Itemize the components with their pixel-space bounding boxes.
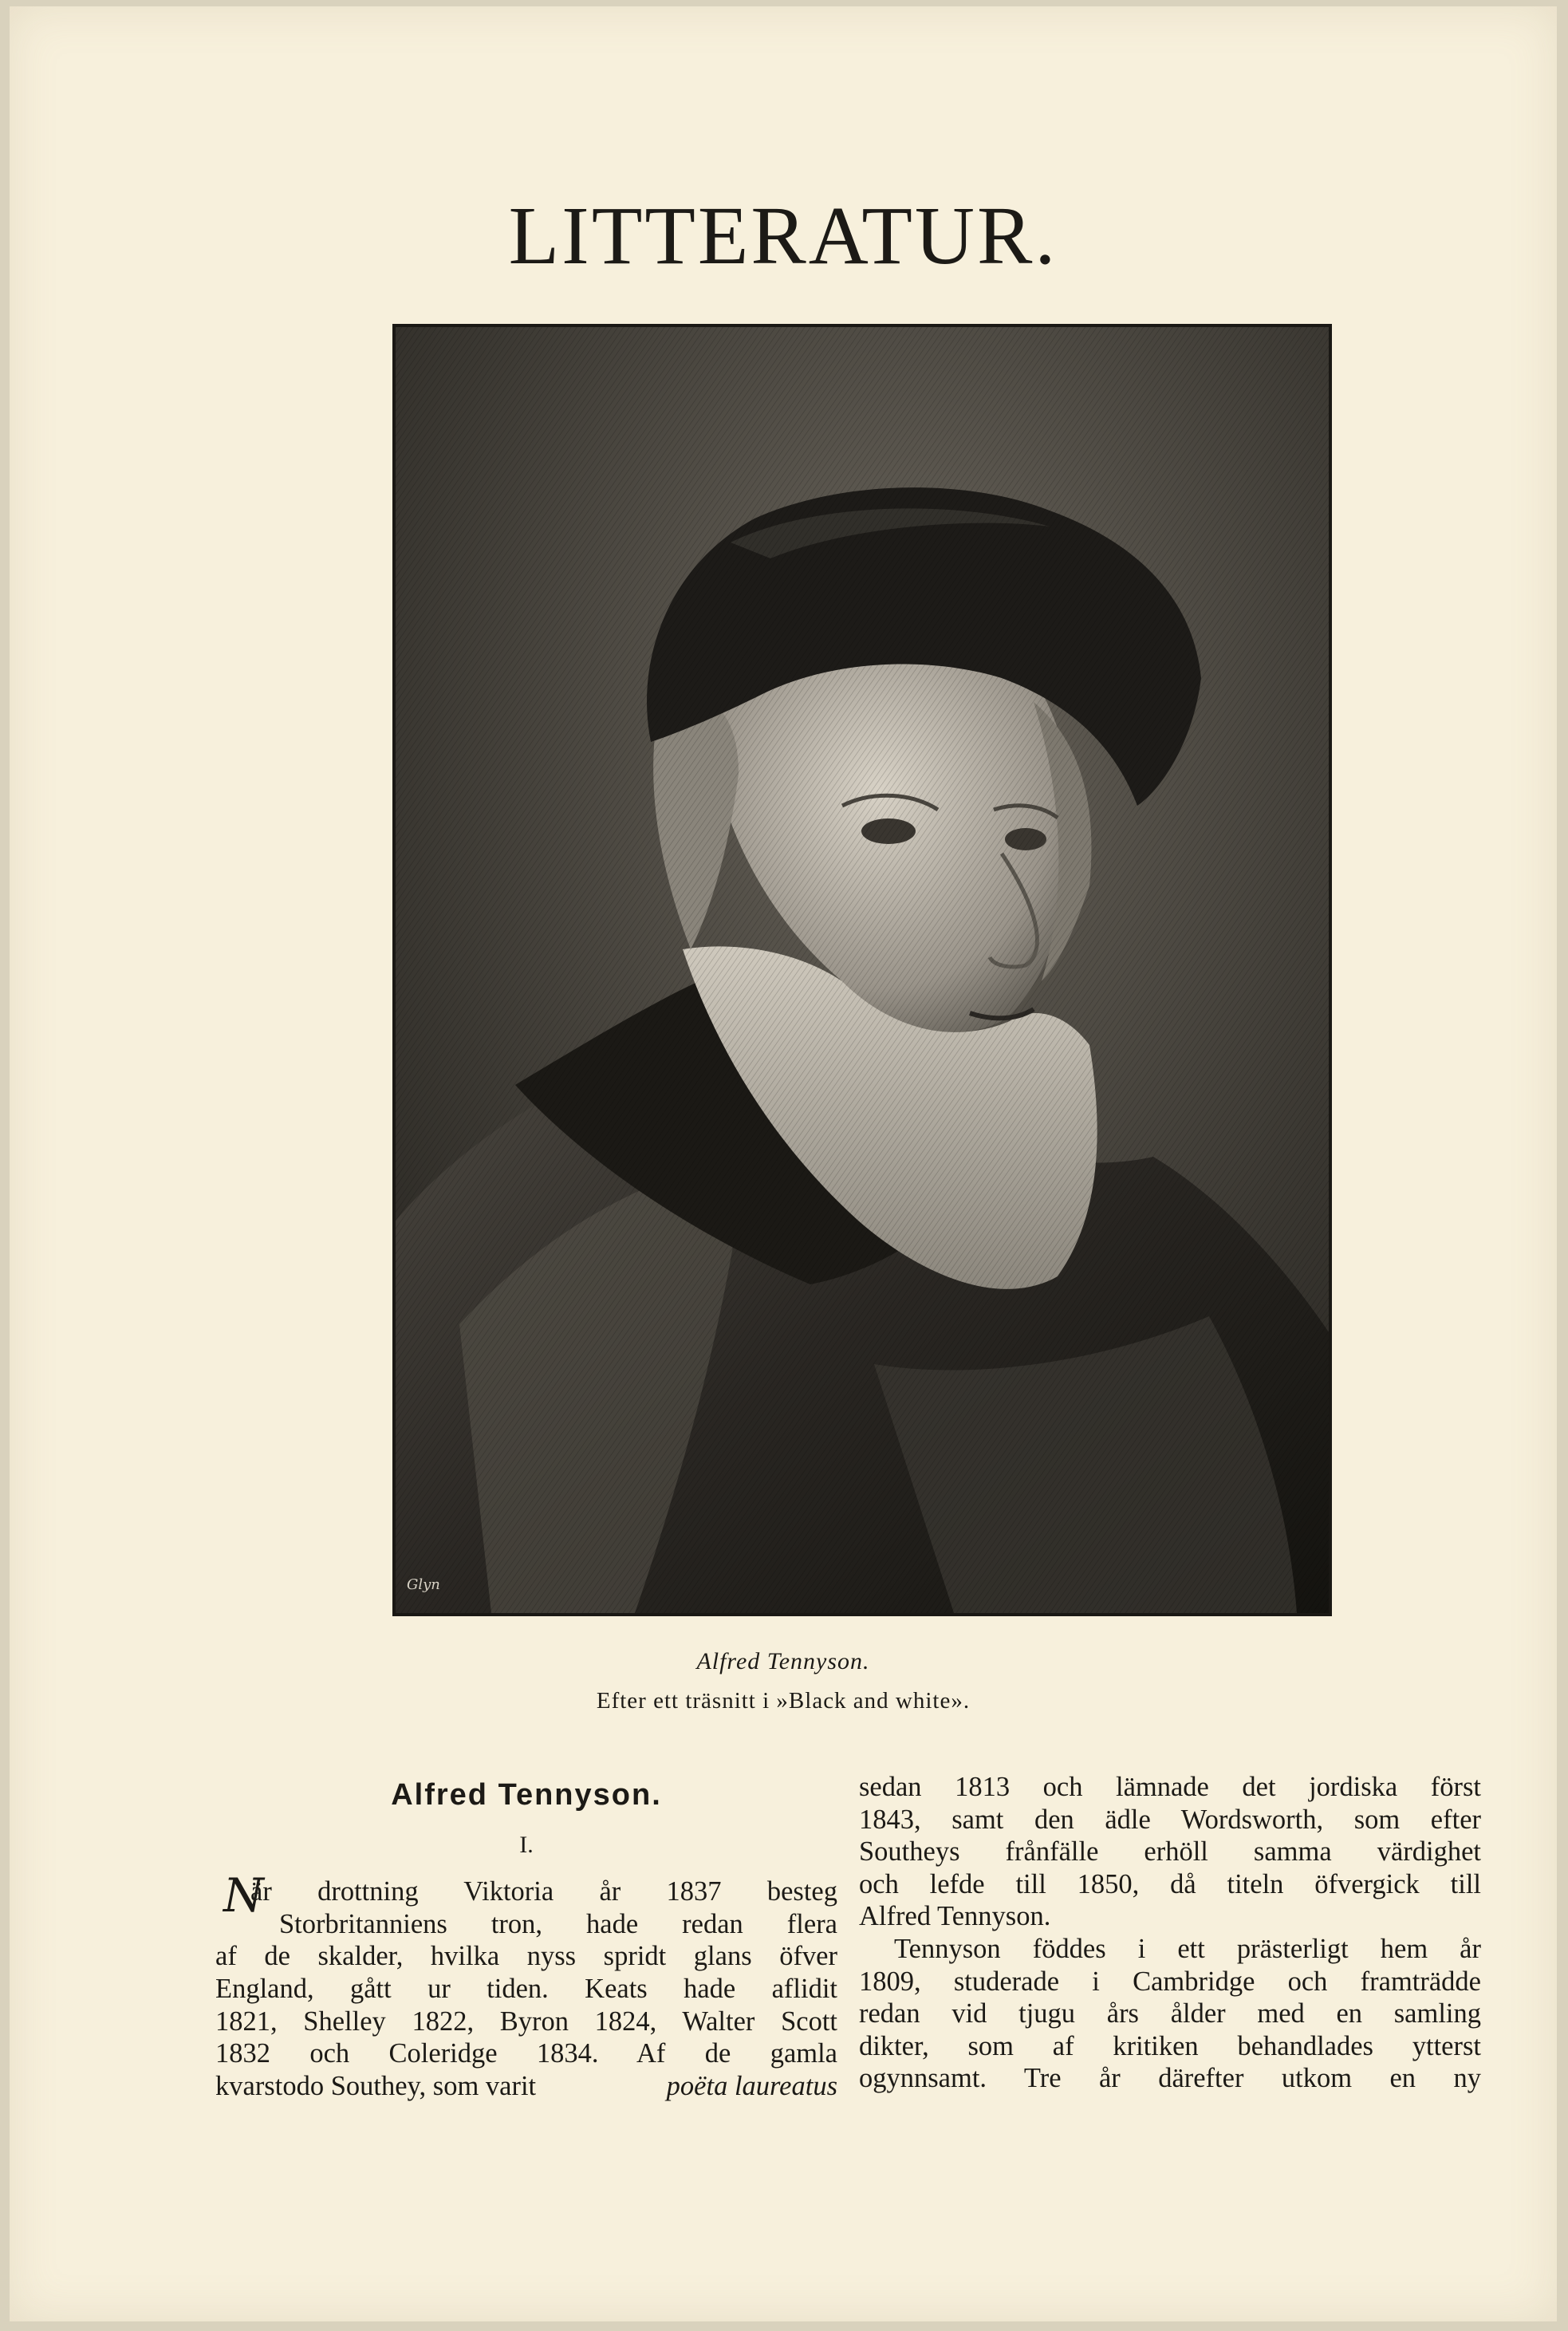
paragraph-1 xyxy=(215,1868,837,2102)
article-column-left xyxy=(215,1771,837,2102)
text-line: Alfred Tennyson. xyxy=(859,1901,1051,1932)
section-number: I. xyxy=(519,1831,534,1858)
figure-caption-name: Alfred Tennyson. xyxy=(696,1648,870,1674)
page-sheet xyxy=(10,6,1557,2321)
text-line: och lefde till 1850, då titeln öfvergick till xyxy=(859,1868,1481,1899)
drop-cap: N xyxy=(223,1868,264,1923)
emphasis-latin-title: poëta laureatus xyxy=(666,2070,837,2101)
text-line: Southeys frånfälle erhöll samma värdighet xyxy=(859,1836,1481,1868)
text-line: af de skalder, hvilka nyss spridt glans öfver xyxy=(215,1941,837,1972)
portrait-engraving xyxy=(392,324,1332,1616)
text-line xyxy=(215,2070,837,2103)
text-line: England, gått ur tiden. Keats hade aflidit xyxy=(215,1973,837,2004)
portrait-image xyxy=(396,327,1329,1613)
text-line: Tennyson föddes i ett prästerligt hem år xyxy=(894,1933,1481,1964)
figure-caption-credit: Efter ett träsnitt i »Black and white». xyxy=(596,1688,971,1714)
text-line: Storbritanniens tron, hade redan flera xyxy=(279,1908,837,1939)
text-line: 1832 och Coleridge 1834. Af de gamla xyxy=(215,2038,837,2069)
text-line: sedan 1813 och lämnade det jordiska först xyxy=(859,1772,1481,1802)
text-line-part: kvarstodo Southey, som varit xyxy=(215,2070,537,2101)
article-column-right xyxy=(859,1771,1481,2095)
text-line: är drottning Viktoria år 1837 besteg xyxy=(250,1876,837,1907)
text-line: 1821, Shelley 1822, Byron 1824, Walter Scott xyxy=(215,2006,837,2037)
text-line: redan vid tjugu års ålder med en samling xyxy=(859,1998,1481,2029)
text-line: dikter, som af kritiken behandlades ytterst xyxy=(859,2030,1481,2061)
engraver-signature: Glyn xyxy=(407,1576,440,1593)
article-title: Alfred Tennyson. xyxy=(391,1778,662,1812)
text-line: 1843, samt den ädle Wordsworth, som efter xyxy=(859,1804,1481,1835)
text-line: ogynnsamt. Tre år därefter utkom en ny xyxy=(859,2063,1481,2094)
text-line: 1809, studerade i Cambridge och framträdde xyxy=(859,1966,1481,1997)
page-heading: LITTERATUR. xyxy=(508,190,1058,282)
